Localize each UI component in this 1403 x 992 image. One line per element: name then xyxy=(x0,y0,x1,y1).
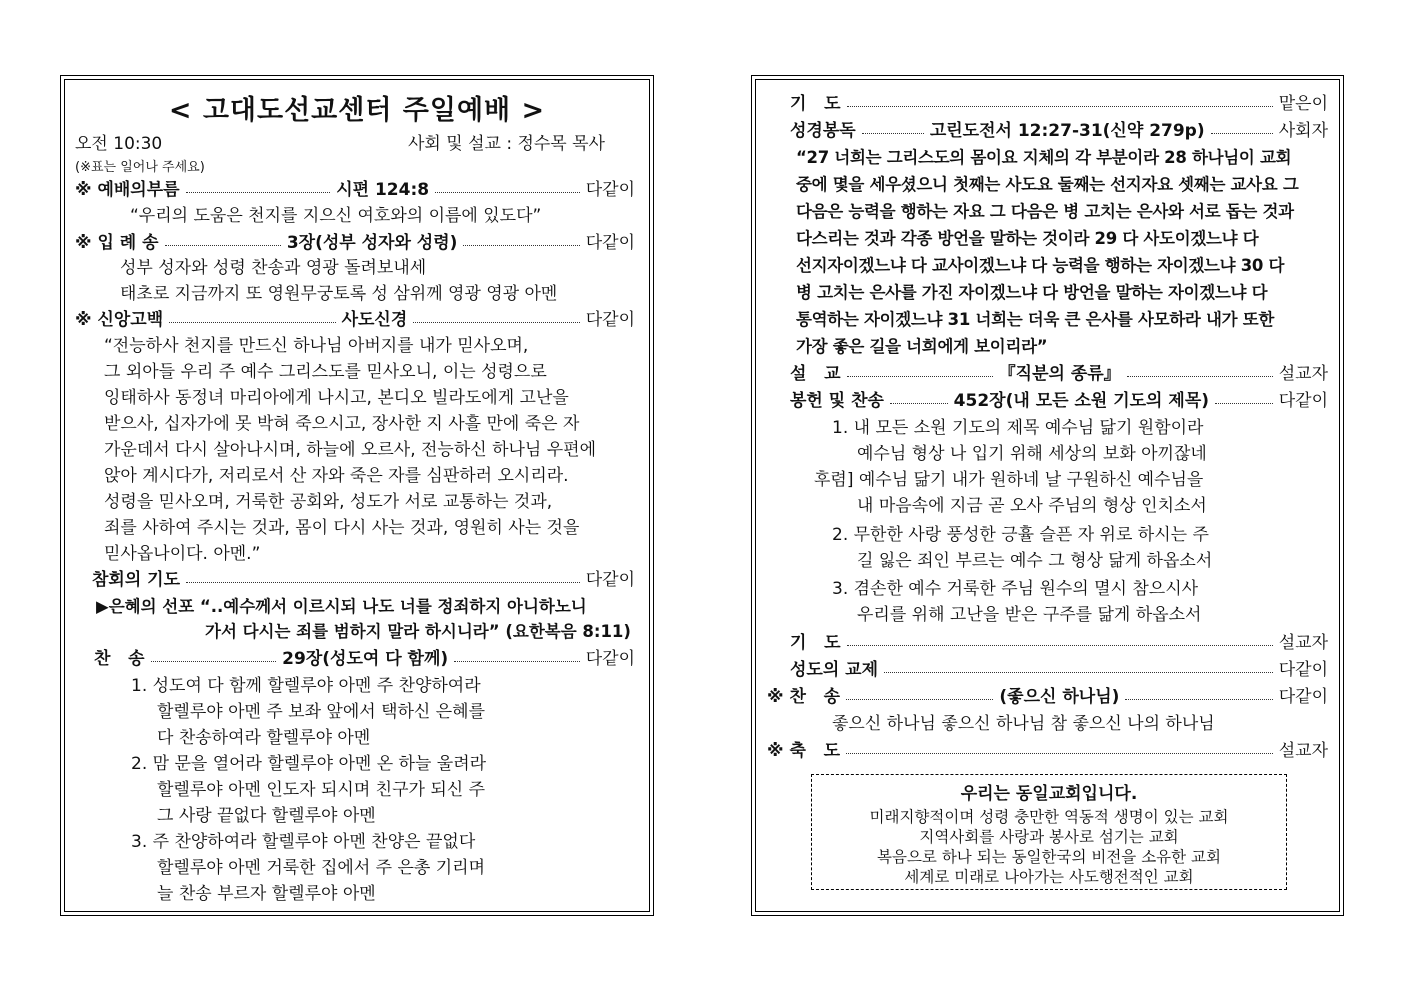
call-right: 다같이 xyxy=(585,180,636,200)
hymn-line: 할렐루야 아멘 인도자 되시며 친구가 되신 주 xyxy=(157,780,486,800)
creed-row xyxy=(75,310,635,330)
creed-line: 그 외아들 우리 주 예수 그리스도를 믿사오니, 이는 성령으로 xyxy=(104,362,547,382)
service-leader: 사회 및 설교 : 정수목 목사 xyxy=(408,134,605,154)
offering-center: 452장(내 모든 소원 기도의 제목) xyxy=(953,391,1210,411)
call-center: 시편 124:8 xyxy=(336,180,430,200)
reading-label: 성경봉독 xyxy=(790,121,856,141)
sermon-title: 『직분의 종류』 xyxy=(998,364,1121,384)
call-to-worship-row xyxy=(75,180,635,200)
creed-line: 성령을 믿사오며, 거룩한 공회와, 성도가 서로 교통하는 것과, xyxy=(104,492,553,512)
scripture-line: 다음은 능력을 행하는 자요 그 다음은 병 고치는 은사와 서로 돕는 것과 xyxy=(796,202,1294,221)
creed-line: 앉아 계시다가, 저리로서 산 자와 죽은 자를 심판하러 오시리라. xyxy=(104,466,569,486)
reading-center: 고린도전서 12:27-31(신약 279p) xyxy=(929,121,1205,141)
scripture-line: 다스리는 것과 각종 방언을 말하는 것이라 29 다 사도이겠느냐 다 xyxy=(796,229,1259,248)
scripture-line: “27 너희는 그리스도의 몸이요 지체의 각 부분이라 28 하나님이 교회 xyxy=(796,148,1292,167)
leader-dots xyxy=(890,403,948,404)
hymn-line: 3. 주 찬양하여라 할렐루야 아멘 찬양은 끝없다 xyxy=(131,832,476,852)
leader-dots xyxy=(1211,133,1273,134)
creed-right: 다같이 xyxy=(585,310,635,330)
prayer2-label: 기 도 xyxy=(790,633,841,653)
hymn-right: 다같이 xyxy=(585,649,636,669)
leader-dots xyxy=(884,672,1273,673)
scripture-line: 통역하는 자이겠느냐 31 너희는 더욱 큰 은사를 사모하라 내가 또한 xyxy=(796,310,1274,329)
service-time: 오전 10:30 xyxy=(75,134,163,154)
leader-dots xyxy=(454,661,580,662)
leader-dots xyxy=(847,106,1273,107)
leader-dots xyxy=(847,645,1273,646)
vision-line: 지역사회를 사랑과 봉사로 섬기는 교회 xyxy=(919,828,1179,846)
entrance-row xyxy=(75,233,635,253)
leader-dots xyxy=(1215,403,1273,404)
hymn-line: 다 찬송하여라 할렐루야 아멘 xyxy=(157,728,371,748)
vision-line: 세계로 미래로 나아가는 사도행전적인 교회 xyxy=(904,868,1194,886)
offering-hymn-line: 후렴] 예수님 닮기 내가 원하네 날 구원하신 예수님을 xyxy=(814,470,1204,490)
entrance-line-1: 성부 성자와 성령 찬송과 영광 돌려보내세 xyxy=(120,258,427,278)
entrance-label: ※ 입 례 송 xyxy=(75,233,159,253)
entrance-center: 3장(성부 성자와 성령) xyxy=(286,233,458,253)
leader-dots xyxy=(413,322,579,323)
sermon-label: 설 교 xyxy=(790,364,841,384)
leader-dots xyxy=(846,753,1273,754)
offering-hymn-line: 우리를 위해 고난을 받은 구주를 닮게 하옵소서 xyxy=(857,605,1202,625)
creed-center: 사도신경 xyxy=(341,310,408,330)
scripture-line: 가장 좋은 길을 너희에게 보이리라” xyxy=(796,337,1048,356)
offering-hymn-line: 내 마음속에 지금 곧 오사 주님의 형상 인치소서 xyxy=(857,496,1207,516)
creed-line: 죄를 사하여 주시는 것과, 몸이 다시 사는 것과, 영원히 사는 것을 xyxy=(104,518,580,538)
church-vision-box xyxy=(811,774,1287,890)
repentance-right: 다같이 xyxy=(585,570,635,590)
offering-hymn-line: 3. 겸손한 예수 거룩한 주님 원수의 멸시 참으시사 xyxy=(832,579,1199,599)
leader-dots xyxy=(186,192,331,193)
creed-label: ※ 신앙고백 xyxy=(75,310,164,330)
creed-line: 믿사옵나이다. 아멘.” xyxy=(104,544,261,564)
reading-row xyxy=(790,121,1328,141)
leader-dots xyxy=(1127,376,1273,377)
reading-right: 사회자 xyxy=(1278,121,1329,141)
call-text: “우리의 도움은 천지를 지으신 여호와의 이름에 있도다” xyxy=(130,206,542,226)
prayer2-right: 설교자 xyxy=(1278,633,1328,653)
prayer-label: 기 도 xyxy=(790,94,841,114)
creed-line: 잉태하사 동정녀 마리아에게 나시고, 본디오 빌라도에게 고난을 xyxy=(104,388,569,408)
offering-hymn-line: 2. 무한한 사랑 풍성한 긍휼 슬픈 자 위로 하시는 주 xyxy=(832,525,1209,545)
repentance-label: 참회의 기도 xyxy=(92,570,181,590)
leader-dots xyxy=(847,376,993,377)
leader-dots xyxy=(186,582,580,583)
standing-note: (※표는 일어나 주세요) xyxy=(75,160,205,175)
hymn2-row xyxy=(767,687,1328,707)
offering-row xyxy=(790,391,1328,411)
scripture-line: 선지자이겠느냐 다 교사이겠느냐 다 능력을 행하는 자이겠느냐 30 다 xyxy=(796,256,1285,275)
leader-dots xyxy=(463,245,579,246)
entrance-right: 다같이 xyxy=(585,233,635,253)
leader-dots xyxy=(165,245,281,246)
service-title: < 고대도선교센터 주일예배 > xyxy=(168,95,546,126)
grace-line-1: ▶은혜의 선포 “..예수께서 이르시되 나도 너를 정죄하지 아니하노니 xyxy=(96,597,587,616)
leader-dots xyxy=(151,661,277,662)
sermon-row xyxy=(790,364,1328,384)
grace-line-2: 가서 다시는 죄를 범하지 말라 하시니라” (요한복음 8:11) xyxy=(205,622,631,641)
creed-line: 가운데서 다시 살아나시며, 하늘에 오르사, 전능하신 하나님 우편에 xyxy=(104,440,597,460)
leader-dots xyxy=(846,699,993,700)
leader-dots xyxy=(1125,699,1272,700)
hymn2-center: (좋으신 하나님) xyxy=(999,687,1120,707)
hymn-line: 그 사랑 끝없다 할렐루야 아멘 xyxy=(157,806,376,826)
vision-title: 우리는 동일교회입니다. xyxy=(960,784,1138,804)
leader-dots xyxy=(435,192,580,193)
blessing-label: ※ 축 도 xyxy=(767,741,841,761)
fellowship-right: 다같이 xyxy=(1278,660,1328,680)
offering-right: 다같이 xyxy=(1278,391,1329,411)
blessing-right: 설교자 xyxy=(1278,741,1328,761)
offering-hymn-line: 길 잃은 죄인 부르는 예수 그 형상 닮게 하옵소서 xyxy=(857,551,1213,571)
repentance-row xyxy=(92,570,635,590)
sermon-right: 설교자 xyxy=(1278,364,1329,384)
offering-hymn-line: 1. 내 모든 소원 기도의 제목 예수님 닮기 원함이라 xyxy=(832,418,1204,438)
leader-dots xyxy=(169,322,335,323)
hymn-line: 1. 성도여 다 함께 할렐루야 아멘 주 찬양하여라 xyxy=(131,676,481,696)
scripture-line: 병 고치는 은사를 가진 자이겠느냐 다 방언을 말하는 자이겠느냐 다 xyxy=(796,283,1268,302)
entrance-line-2: 태초로 지금까지 또 영원무궁토록 성 삼위께 영광 영광 아멘 xyxy=(120,284,558,304)
hymn2-label: ※ 찬 송 xyxy=(767,687,841,707)
fellowship-row xyxy=(790,660,1328,680)
creed-line: 받으사, 십자가에 못 박혀 죽으시고, 장사한 지 사흘 만에 죽은 자 xyxy=(104,414,580,434)
prayer2-row xyxy=(790,633,1328,653)
hymn-line: 할렐루야 아멘 거룩한 집에서 주 은총 기리며 xyxy=(157,858,486,878)
hymn-line: 늘 찬송 부르자 할렐루야 아멘 xyxy=(157,884,376,904)
vision-line: 복음으로 하나 되는 동일한국의 비전을 소유한 교회 xyxy=(877,848,1221,866)
hymn-line: 할렐루야 아멘 주 보좌 앞에서 택하신 은혜를 xyxy=(157,702,486,722)
hymn2-right: 다같이 xyxy=(1278,687,1329,707)
hymn-label: 찬 송 xyxy=(94,649,145,669)
hymn-line: 2. 맘 문을 열어라 할렐루야 아멘 온 하늘 울려라 xyxy=(131,754,487,774)
prayer-row xyxy=(790,94,1328,114)
offering-hymn-line: 예수님 형상 나 입기 위해 세상의 보화 아끼잖네 xyxy=(857,444,1207,464)
prayer-right: 맡은이 xyxy=(1278,94,1328,114)
blessing-row xyxy=(767,741,1328,761)
hymn-center: 29장(성도여 다 함께) xyxy=(282,649,449,669)
call-label: ※ 예배의부름 xyxy=(75,180,180,200)
leader-dots xyxy=(862,133,924,134)
hymn2-text: 좋으신 하나님 좋으신 하나님 참 좋으신 나의 하나님 xyxy=(832,714,1215,734)
scripture-line: 중에 몇을 세우셨으니 첫째는 사도요 둘째는 선지자요 셋째는 교사요 그 xyxy=(796,175,1299,194)
vision-line: 미래지향적이며 성령 충만한 역동적 생명이 있는 교회 xyxy=(869,808,1229,826)
hymn-row xyxy=(94,649,635,669)
fellowship-label: 성도의 교제 xyxy=(790,660,879,680)
offering-label: 봉헌 및 찬송 xyxy=(790,391,884,411)
creed-line: “전능하사 천지를 만드신 하나님 아버지를 내가 믿사오며, xyxy=(104,336,529,356)
